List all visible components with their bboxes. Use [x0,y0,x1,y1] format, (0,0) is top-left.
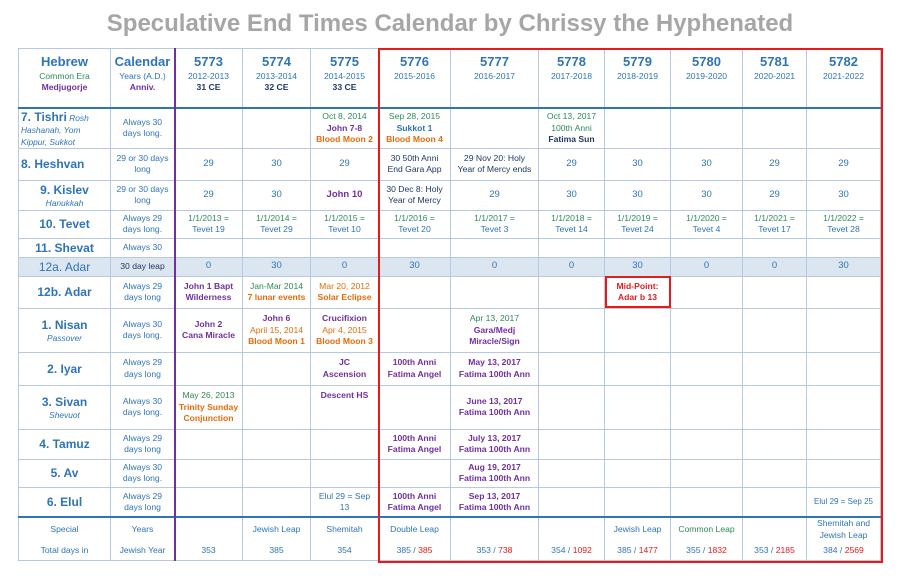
month-row-iyar [19,352,881,385]
month-label: 12a. Adar [19,257,111,276]
cell: 30 [243,148,311,180]
special-years-row [19,517,881,540]
special-cell: Shemitah [311,517,379,540]
cell: 0 [175,257,243,276]
cell: 30 [539,180,605,210]
cell [807,108,881,148]
calendar-header: Calendar Years (A.D.) Anniv. [111,49,175,109]
month-row-av [19,459,881,487]
month-row-tishri [19,108,881,148]
cell: 30 [243,180,311,210]
year-header-5774: 5774 2013-2014 32 CE [243,49,311,109]
special-unit: Years [111,517,175,540]
cell: 30 Dec 8: Holy Year of Mercy [379,180,451,210]
cell [539,429,605,459]
special-cell: Double Leap [379,517,451,540]
cell [379,276,451,308]
cell: 29 [311,148,379,180]
cell: Jan-Mar 2014 7 lunar events [243,276,311,308]
cell: 1/1/2020 = Tevet 4 [671,210,743,238]
cell [243,429,311,459]
month-row-heshvan [19,148,881,180]
month-row-elul [19,487,881,517]
cell [175,108,243,148]
cell [605,238,671,257]
cell [671,429,743,459]
cell: 30 [605,180,671,210]
month-length: Always 30 days long. [111,108,175,148]
hebrew-header: Hebrew Common Era Medjugorje [19,49,111,109]
total-cell: 353 / 2185 [743,541,807,561]
cell: 0 [311,257,379,276]
cell [605,385,671,429]
cell [671,487,743,517]
cell: 1/1/2022 = Tevet 28 [807,210,881,238]
total-cell: 353 / 738 [451,541,539,561]
special-label: Special [19,517,111,540]
cell: Elul 29 = Sep 13 [311,487,379,517]
total-cell: 353 [175,541,243,561]
cell: 100th Anni Fatima Angel [379,429,451,459]
header-row [19,49,881,109]
month-length: Always 30 [111,238,175,257]
cell: 1/1/2017 = Tevet 3 [451,210,539,238]
cell: JC Ascension [311,352,379,385]
cell [539,385,605,429]
month-row-nisan [19,308,881,352]
cell [743,308,807,352]
cell: 0 [539,257,605,276]
cell: Descent HS [311,385,379,429]
cell [451,238,539,257]
cell: Oct 13, 2017 100th Anni Fatima Sun [539,108,605,148]
cell: May 26, 2013 Trinity Sunday Conjunction [175,385,243,429]
month-length: Always 29 days long [111,276,175,308]
month-length: Always 29 days long [111,487,175,517]
month-row-sivan [19,385,881,429]
special-cell: Jewish Leap [243,517,311,540]
month-label: 8. Heshvan [19,148,111,180]
cell: 0 [451,257,539,276]
cell [743,238,807,257]
cell: 29 [175,180,243,210]
month-row-adar-b [19,276,881,308]
cell [243,238,311,257]
cell: Mar 20, 2012 Solar Eclipse [311,276,379,308]
total-days-row [19,541,881,561]
month-length: Always 30 days long. [111,308,175,352]
cell [539,487,605,517]
month-label: 2. Iyar [19,352,111,385]
special-cell [743,517,807,540]
cell [539,238,605,257]
cell [807,459,881,487]
cell [311,238,379,257]
year-header-5777: 5777 2016-2017 [451,49,539,109]
cell: 1/1/2021 = Tevet 17 [743,210,807,238]
year-header-5776: 5776 2015-2016 [379,49,451,109]
month-label: 12b. Adar [19,276,111,308]
cell: 0 [743,257,807,276]
cell: May 13, 2017 Fatima 100th Ann [451,352,539,385]
special-cell [539,517,605,540]
special-cell: Shemitah and Jewish Leap [807,517,881,540]
cell [243,459,311,487]
cell: 1/1/2018 = Tevet 14 [539,210,605,238]
month-label: 4. Tamuz [19,429,111,459]
month-row-tevet [19,210,881,238]
cell [605,308,671,352]
cell: 30 [807,180,881,210]
year-header-5778: 5778 2017-2018 [539,49,605,109]
cell [671,308,743,352]
cell [175,487,243,517]
month-label: 9. Kislev Hanukkah [19,180,111,210]
month-length: Always 29 days long [111,429,175,459]
month-row-shevat [19,238,881,257]
cell: 29 [743,148,807,180]
total-unit: Jewish Year [111,541,175,561]
cell [743,276,807,308]
month-label: 3. Sivan Shevuot [19,385,111,429]
cell: 30 [671,148,743,180]
month-label: 5. Av [19,459,111,487]
cell: John 6 April 15, 2014 Blood Moon 1 [243,308,311,352]
cell [379,459,451,487]
special-cell [451,517,539,540]
special-cell: Common Leap [671,517,743,540]
year-header-5782: 5782 2021-2022 [807,49,881,109]
month-row-adar-a [19,257,881,276]
cell [743,352,807,385]
cell [807,308,881,352]
cell [743,429,807,459]
cell: 29 Nov 20: Holy Year of Mercy ends [451,148,539,180]
month-label: 1. Nisan Passover [19,308,111,352]
cell [243,487,311,517]
total-cell: 354 / 1092 [539,541,605,561]
calendar-table [18,48,881,561]
midpoint-cell: Mid-Point: Adar b 13 [605,276,671,308]
month-row-kislev [19,180,881,210]
cell [671,459,743,487]
cell: 30 [243,257,311,276]
cell: Sep 28, 2015 Sukkot 1 Blood Moon 4 [379,108,451,148]
month-length: 29 or 30 days long [111,148,175,180]
cell [243,385,311,429]
month-length: Always 30 days long. [111,385,175,429]
cell [539,352,605,385]
cell: 30 50th Anni End Gara App [379,148,451,180]
cell [671,238,743,257]
year-header-5775: 5775 2014-2015 33 CE [311,49,379,109]
cell: 1/1/2014 = Tevet 29 [243,210,311,238]
month-label: 6. Elul [19,487,111,517]
cell: 30 [605,148,671,180]
cell: 1/1/2016 = Tevet 20 [379,210,451,238]
cell: Aug 19, 2017 Fatima 100th Ann [451,459,539,487]
cell [671,385,743,429]
cell [671,276,743,308]
month-label: 11. Shevat [19,238,111,257]
cell [175,352,243,385]
cell [451,276,539,308]
cell: Oct 8, 2014 John 7-8 Blood Moon 2 [311,108,379,148]
cell [379,238,451,257]
month-row-tamuz [19,429,881,459]
total-cell: 385 [243,541,311,561]
total-cell: 354 [311,541,379,561]
cell [311,429,379,459]
cell [671,108,743,148]
year-header-5779: 5779 2018-2019 [605,49,671,109]
cell: 29 [175,148,243,180]
cell [539,308,605,352]
month-label: 10. Tevet [19,210,111,238]
year-header-5780: 5780 2019-2020 [671,49,743,109]
cell: 1/1/2015 = Tevet 10 [311,210,379,238]
cell [743,459,807,487]
cell: Elul 29 = Sep 25 [807,487,881,517]
total-label: Total days in [19,541,111,561]
cell [175,459,243,487]
cell: John 10 [311,180,379,210]
cell: 30 [671,180,743,210]
cell: 1/1/2013 = Tevet 19 [175,210,243,238]
month-length: 29 or 30 days long [111,180,175,210]
cell: Crucifixion Apr 4, 2015 Blood Moon 3 [311,308,379,352]
cell: June 13, 2017 Fatima 100th Ann [451,385,539,429]
cell: 30 [379,257,451,276]
cell [379,385,451,429]
cell [243,108,311,148]
cell [743,385,807,429]
cell: 0 [671,257,743,276]
cell [807,429,881,459]
cell: Sep 13, 2017 Fatima 100th Ann [451,487,539,517]
cell [175,238,243,257]
cell [605,429,671,459]
total-cell: 385 / 385 [379,541,451,561]
month-length: 30 day leap [111,257,175,276]
cell: 100th Anni Fatima Angel [379,487,451,517]
cell [379,308,451,352]
page-title: Speculative End Times Calendar by Chrissy the Hyphenated [106,10,794,37]
cell [807,276,881,308]
total-cell: 384 / 2569 [807,541,881,561]
month-length: Always 29 days long [111,352,175,385]
total-cell: 355 / 1832 [671,541,743,561]
cell [243,352,311,385]
cell: 30 [807,257,881,276]
cell [807,385,881,429]
cell: 100th Anni Fatima Angel [379,352,451,385]
cell: Apr 13, 2017 Gara/Medj Miracle/Sign [451,308,539,352]
cell [605,487,671,517]
special-cell [175,517,243,540]
cell [605,108,671,148]
cell: 29 [807,148,881,180]
cell [743,487,807,517]
cell [539,459,605,487]
year-header-5781: 5781 2020-2021 [743,49,807,109]
cell: 29 [743,180,807,210]
cell [671,352,743,385]
cell: 1/1/2019 = Tevet 24 [605,210,671,238]
special-cell: Jewish Leap [605,517,671,540]
cell [451,108,539,148]
cell [807,238,881,257]
cell [605,459,671,487]
month-label: 7. Tishri Rosh Hashanah, Yom Kippur, Sukkot [19,108,111,148]
cell [175,429,243,459]
cell: 29 [451,180,539,210]
cell: July 13, 2017 Fatima 100th Ann [451,429,539,459]
month-length: Always 29 days long. [111,210,175,238]
year-header-5773: 5773 2012-2013 31 CE [175,49,243,109]
cell [539,276,605,308]
month-length: Always 30 days long. [111,459,175,487]
cell: John 1 Bapt Wilderness [175,276,243,308]
cell [311,459,379,487]
cell: 29 [539,148,605,180]
cell: John 2 Cana Miracle [175,308,243,352]
cell [743,108,807,148]
cell [807,352,881,385]
cell [605,352,671,385]
cell: 30 [605,257,671,276]
total-cell: 385 / 1477 [605,541,671,561]
